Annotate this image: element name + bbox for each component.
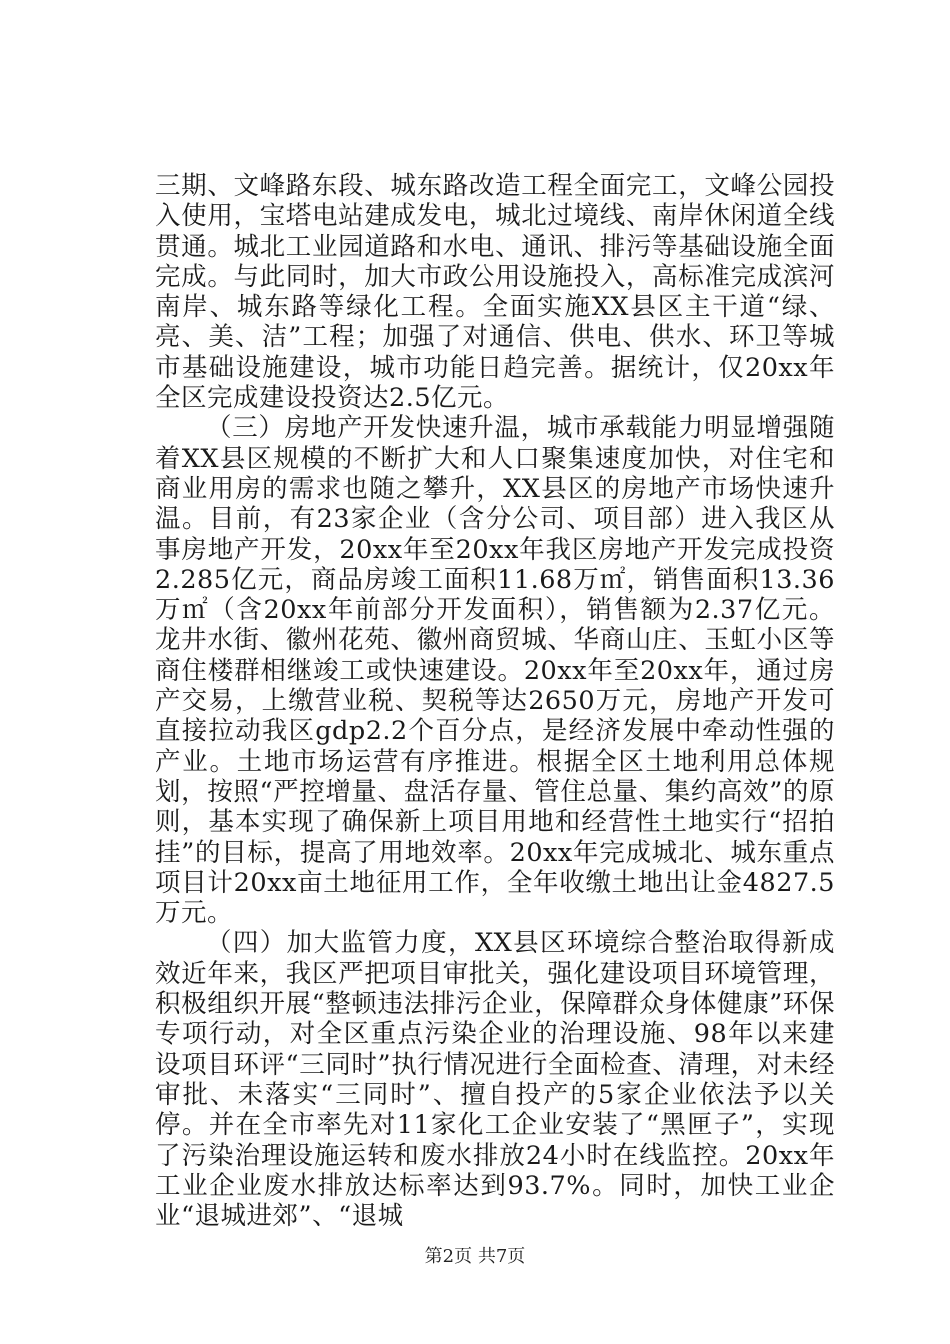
document-body <box>155 171 835 1231</box>
paragraph-continuation: 三期、文峰路东段、城东路改造工程全面完工，文峰公园投入使用，宝塔电站建成发电，城北过境线、南岸休闲道全线贯通。城北工业园道路和水电、通讯、排污等基础设施全面完成。与此同时，加大市政公用设施投入，高标准完成滨河南岸、城东路等绿化工程。全面实施XX县区主干道“绿、亮、美、洁”工程；加强了对通信、供电、供水、环卫等城市基础设施建设，城市功能日趋完善。据统计，仅20xx年全区完成建设投资达2.5亿元。 <box>155 171 835 414</box>
paragraph-environment: （四）加大监管力度，XX县区环境综合整治取得新成效近年来，我区严把项目审批关，强化建设项目环境管理，积极组织开展“整顿违法排污企业，保障群众身体健康”环保专项行动，对全区重点污染企业的治理设施、98年以来建设项目环评“三同时”执行情况进行全面检查、清理，对未经审批、未落实“三同时”、擅自投产的5家企业依法予以关停。并在全市率先对11家化工企业安装了“黑匣子”，实现了污染治理设施运转和废水排放24小时在线监控。20xx年工业企业废水排放达标率达到93.7%。同时，加快工业企业“退城进郊”、“退城 <box>155 928 835 1232</box>
page-footer: 第2页 共7页 <box>424 1246 526 1267</box>
paragraph-real-estate: （三）房地产开发快速升温，城市承载能力明显增强随着XX县区规模的不断扩大和人口聚集速度加快，对住宅和商业用房的需求也随之攀升，XX县区的房地产市场快速升温。目前，有23家企业（含分公司、项目部）进入我区从事房地产开发，20xx年至20xx年我区房地产开发完成投资2.285亿元，商品房竣工面积11.68万㎡，销售面积13.36万㎡（含20xx年前部分开发面积），销售额为2.37亿元。龙井水街、徽州花苑、徽州商贸城、华商山庄、玉虹小区等商住楼群相继竣工或快速建设。20xx年至20xx年，通过房产交易，上缴营业税、契税等达2650万元，房地产开发可直接拉动我区gdp2.2个百分点，是经济发展中牵动性强的产业。土地市场运营有序推进。根据全区土地利用总体规划，按照“严控增量、盘活存量、管住总量、集约高效”的原则，基本实现了确保新上项目用地和经营性土地实行“招拍挂”的目标，提高了用地效率。20xx年完成城北、城东重点项目计20xx亩土地征用工作，全年收缴土地出让金4827.5万元。 <box>155 413 835 929</box>
